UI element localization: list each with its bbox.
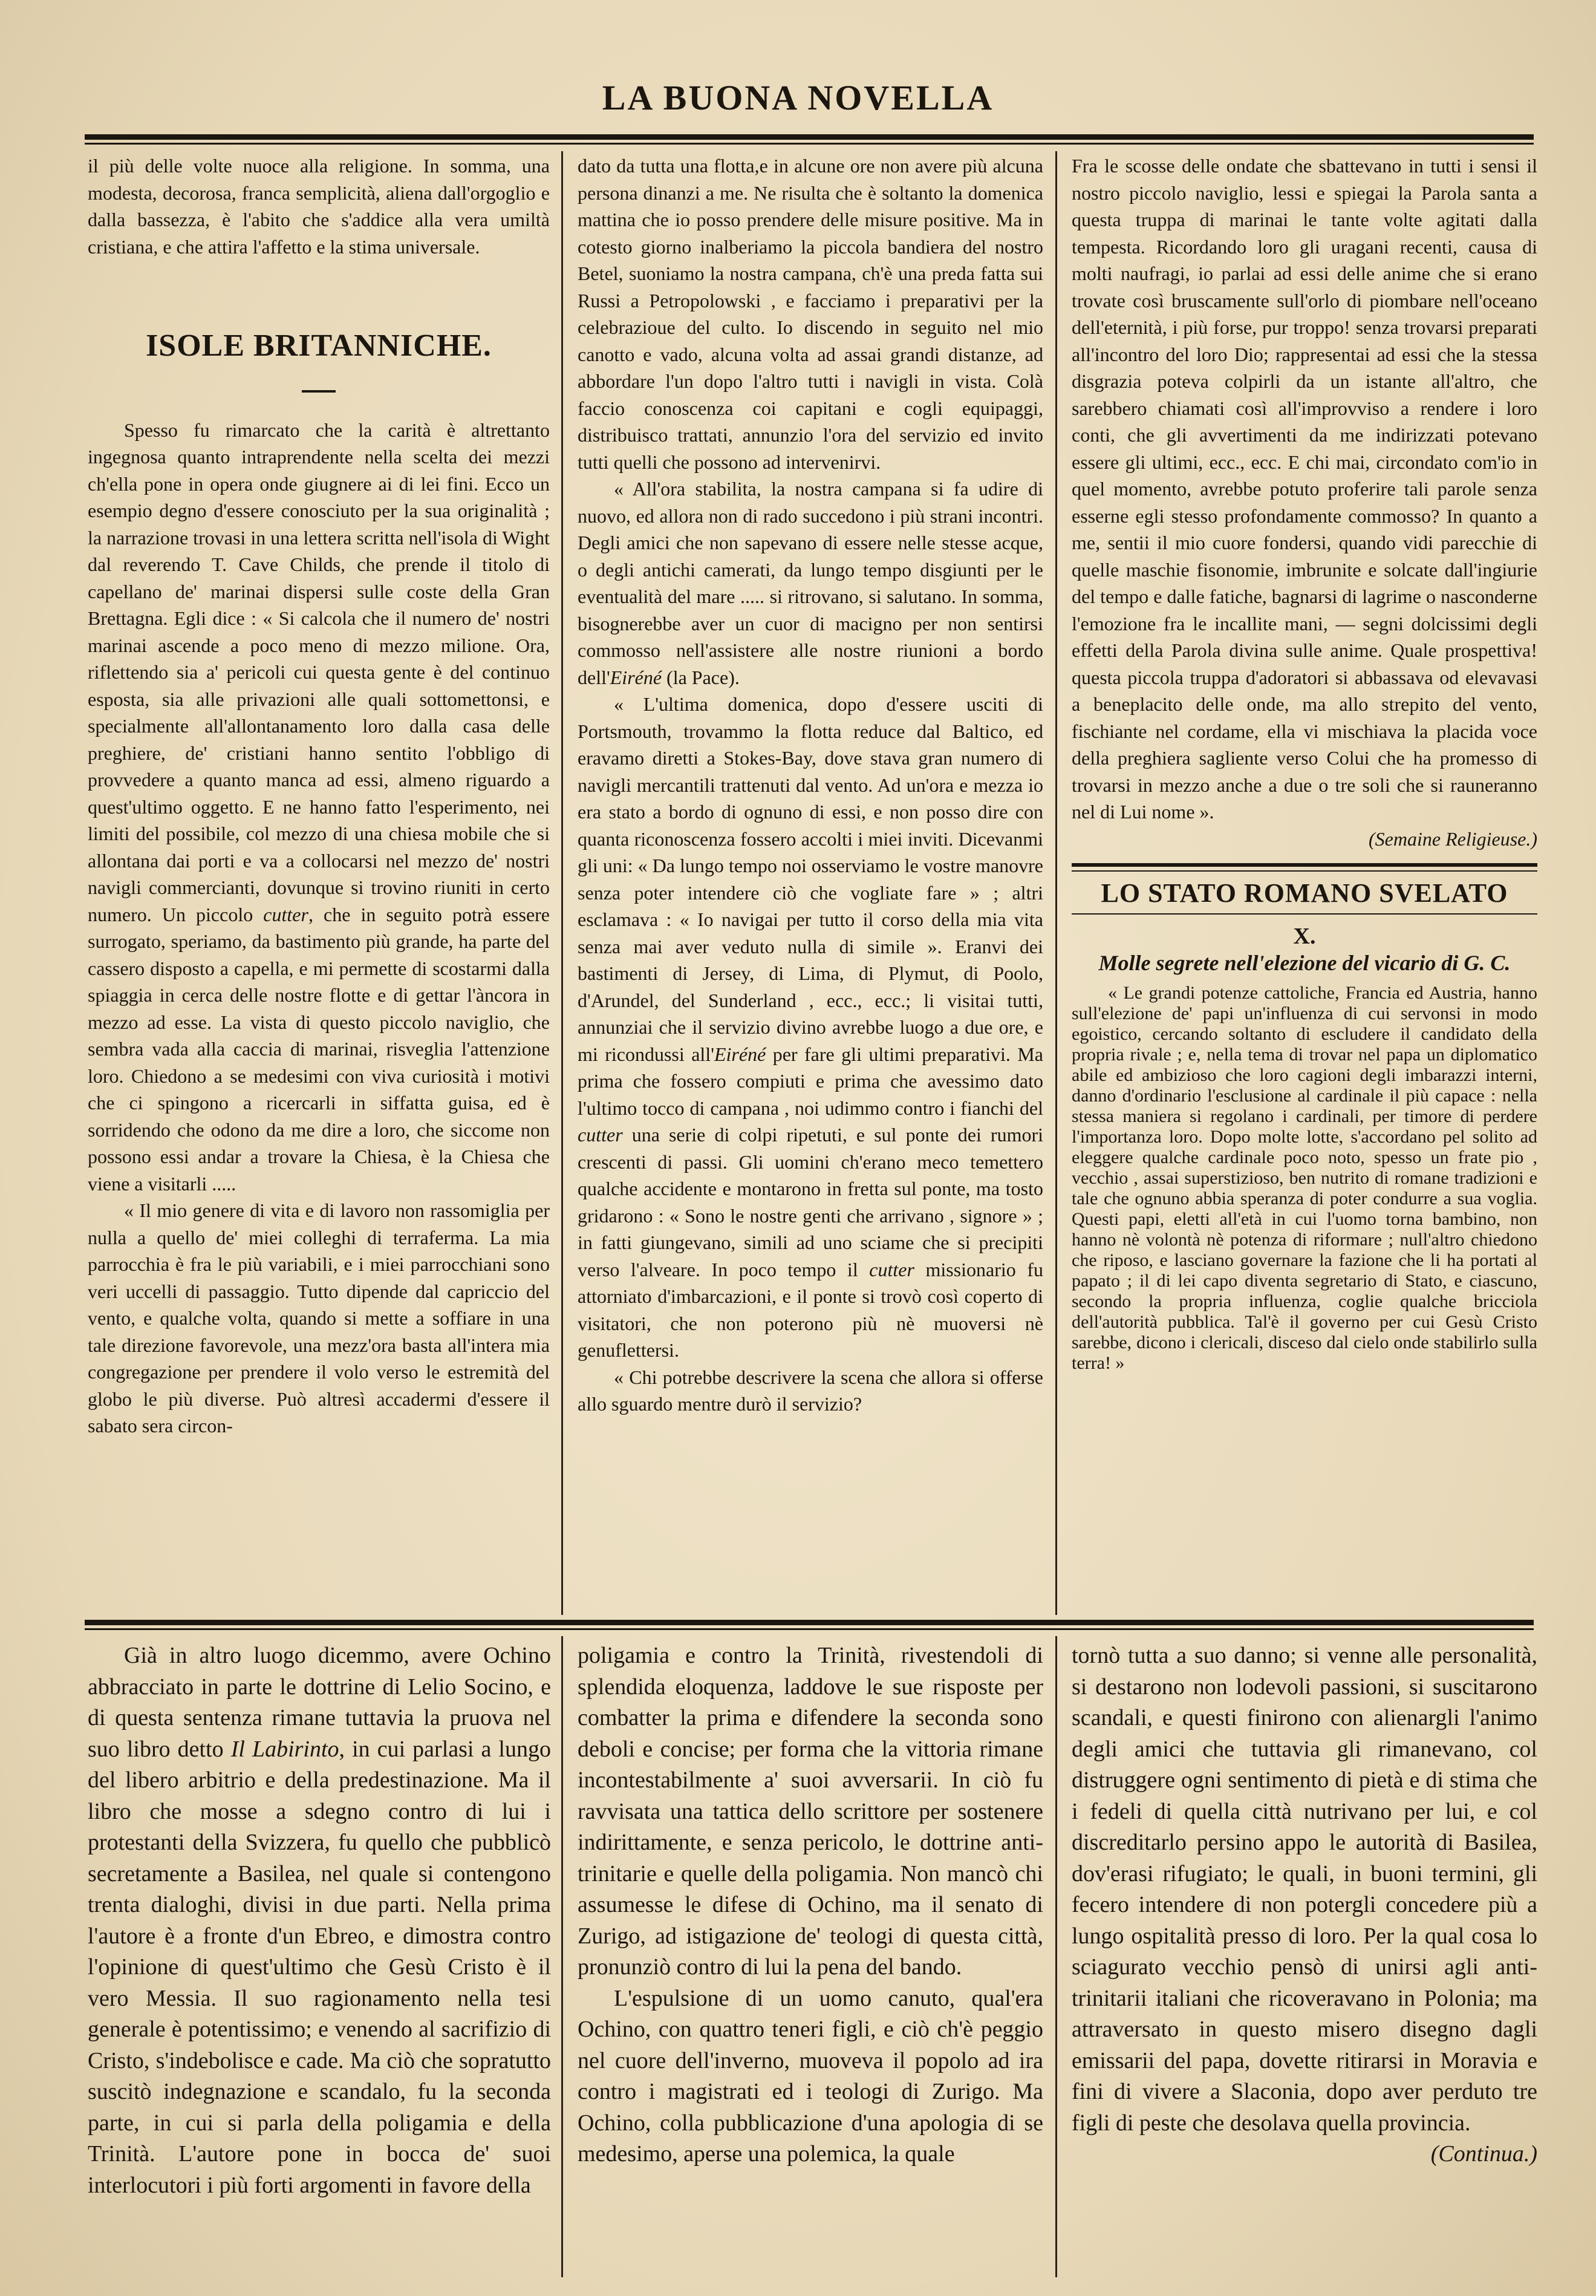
column-3 [1072,152,1537,1615]
column-1 [88,152,550,1615]
chapter-subtitle: Molle segrete nell'elezione del vicario di G. C. [1098,951,1511,975]
col2-paragraph-dato: dato da tutta una flotta,e in alcune ore non avere più alcuna persona dinanzi a me. Ne risulta che è soltanto la domenica mattina che io posso prendere delle misure positive. Ma in cotesto giorno inalberiamo la piccola bandiera del nostro Betel, suoniamo la nostra campana, ch'è una preda fatta sui Russi a Petropolowski , e facciamo i preparativi per la celebrazioue del culto. Io discendo in seguito nel mio canotto e vado, alcuna volta ad assai grandi distanze, ad abbordare l'un dopo l'altro tutti i navigli in vista. Colà faccio conoscenza coi capitani e cogli equipaggi, distribuisco trattati, annunzio l'ora del servizio ed invito tutti quelli che possono ad intervenirvi. [578,155,1043,473]
ochino-paragraph-4: tornò tutta a suo danno; si venne alle personalità, si destarono non lodevoli passioni, si suscitarono scandali, e questi finirono con alienargli l'animo degli amici che tuttavia gli rimanevano, col distruggere ogni sentimento di pietà e di stima che i fedeli di quella città nutrivano per lui, e col discreditarlo persino appo le autorità di Basilea, dov'erasi rifugiato; le quali, in buoni termini, gli fecero intendere di non potergli concedere più a lungo ospitalità presso di loro. Per la qual cosa lo sciagurato vecchio pensò di unirsi agli anti-trinitarii italiani che ricoveravano in Polonia; ma attraversato in questo misero disegno dagli emissarii del papa, dovette ritirarsi in Moravia e fini di vivere a Slaconia, dopo aver perduto tre figli di peste che desolava quella provincia. [1072,1643,1537,2136]
column-2 [578,152,1043,1615]
bottom-column-3 [1072,1640,1537,2275]
section-title-isole-britanniche: ISOLE BRITANNICHE. [146,328,492,363]
bottom-divider-1 [561,1636,563,2277]
col3-paragraph-grandi-potenze: « Le grandi potenze cattoliche, Francia ed Austria, hanno sull'elezione de' papi un'influenza di cui servonsi in modo egoistico, cercando soltanto di escludere il candidato della propria rivale ; e, nella tema di trovar nel papa un diplomatico abile ed ambizioso che loro cagioni degli imbarazzi interni, danno d'ordinario l'esclusione al cardinale il più capace : nella stessa maniera si regolano i cardinali, per timore di perdere l'importanza loro. Dopo molte lotte, s'accordano pel solito ad eleggere qualche cardinale poco noto, spesso un frate pio , vecchio , assai superstizioso, ben nutrito di romane tradizioni e tale che ognuno abbia speranza di poter condurre a sua voglia. Questi papi, eletti all'età in cui l'uomo torna bambino, non hanno nè volontà nè potenza di riformare ; null'altro chiedono che riposo, e lasciano governare la fazione che li ha portati al papato ; il di lei capo diventa segretario di Stato, e ciascuno, secondo la propria influenza, coglie qualche bricciola dell'autorità pubblica. Tal'è il governo per cui Gesù Cristo sarebbe, dicono i clericali, disceso dal cielo onde stabilirlo sulla terra! » [1072,982,1537,1373]
bottom-column-1 [88,1640,551,2275]
ochino-paragraph-3: L'espulsione di un uomo canuto, qual'era Ochino, con quattro teneri figli, e ciò ch'è peggio nel cuore dell'inverno, muoveva il popolo ad ira contro i magistrati ed i teologi di Zurigo. Ma Ochino, colla pubblicazione d'una apologia di se medesimo, aperse una polemica, la quale [578,1985,1043,2167]
page-header-title: LA BUONA NOVELLA [602,78,994,117]
column-divider-1 [561,151,563,1615]
header-rule-thin [85,143,1534,145]
col1-paragraph-spesso: Spesso fu rimarcato che la carità è altrettanto ingegnosa quanto intraprendente nella scelta dei mezzi ch'ella pone in opera onde giugnere ai di lei fini. Ecco un esempio degno d'essere conosciuto per la sua originalità ; la narrazione trovasi in una lettera scritta nell'isola di Wight dal reverendo T. Cave Childs, che prende il titolo di capellano de' marinai dispersi sulle coste della Gran Brettagna. Egli dice : « Si calcola che il numero de' nostri marinai ascende a poco meno di mezzo milione. Ora, riflettendo sia a' pericoli cui questa gente è del continuo esposta, sia alle privazioni alle quali sottomettonsi, e specialmente all'allontanamento loro dalla casa delle preghiere, de' cristiani hanno sentito l'obbligo di provvedere a quanto manca ad essi, almeno riguardo a quest'ultimo oggetto. E ne hanno fatto l'esperimento, nei limiti del possibile, col mezzo di una chiesa mobile che si allontana dai porti e va a collocarsi nel mezzo de' nostri navigli commercianti, dovunque si trovino riuniti in certo numero. Un piccolo cutter, che in seguito potrà essere surrogato, speriamo, da bastimento più grande, ha parte del cassero disposto a capella, e mi permette di scostarmi dalla spiaggia in cerca delle nostre flotte e di gettar l'àncora in mezzo ad esse. La vista di questo piccolo naviglio, che sembra vada alla caccia di marinai, risveglia l'attenzione loro. Chiedono a se medesimi con viva curiosità i motivi che ci spingono a ricercarli in siffatta guisa, ed è sorridendo che odono da me dire a loro, che siccome non possono essi andar a trovare la Chiesa, è la Chiesa che viene a visitarli ..... [88,419,550,1195]
bottom-divider-2 [1055,1636,1057,2277]
col1-paragraph-mio-genere: « Il mio genere di vita e di lavoro non rassomiglia per nulla a quello de' miei colleghi di terraferma. La mia parrocchia è fra le più variabili, e i miei parrocchiani sono veri uccelli di passaggio. Tutto dipende dal capriccio del vento, e qualche volta, quando si mette a soffiare in una tale direzione favorevole, una mezz'ora basta all'intera mia congregazione per prendere il volo verso le estremità del globo le più diverse. Può altresì accadermi d'essere il sabato sera circon- [88,1199,550,1437]
continua-note: (Continua.) [1430,2141,1537,2167]
ochino-paragraph-1: Già in altro luogo dicemmo, avere Ochino abbracciato in parte le dottrine di Lelio Socino, e di questa sentenza rimane tuttavia la pruova nel suo libro detto Il Labirinto, in cui parlasi a lungo del libero arbitrio e della predestinazione. Ma il libro che mosse a sdegno contro di lui i protestanti della Svizzera, fu quello che pubblicò secretamente a Basilea, nel quale si contengono trenta dialoghi, divisi in due parti. Nella prima l'autore è a fronte d'un Ebreo, e dimostra contro l'opinione di quest'ultimo che Gesù Cristo è il vero Messia. Il suo ragionamento nella tesi generale è potentissimo; e venendo al sacrifizio di Cristo, s'indebolisce e cade. Ma ciò che sopratutto suscitò indegnazione e scandalo, fu la seconda parte, in cui si parla della poligamia e della Trinità. L'autore pone in bocca de' suoi interlocutori i più forti argomenti in favore della [88,1643,551,2198]
col3-paragraph-fra-le-scosse: Fra le scosse delle ondate che sbattevano in tutti i sensi il nostro piccolo naviglio, lessi e spiegai la Parola santa a questa truppa di marinai le tante volte agitati dalla tempesta. Ricordando loro gli uragani recenti, causa di molti naufragi, io parlai ad essi delle anime che si erano trovate così bruscamente sull'orlo di piombare nell'oceano dell'eternità, i più forse, pur troppo! senza trovarsi preparati all'incontro del loro Dio; rappresentai ad essi che la stessa disgrazia poteva colpirli da un istante all'altro, che sarebbero chiamati così all'improvviso a rendere i loro conti, che gli avvertimenti da me indirizzati potevano essere gli ultimi, ecc., ecc. E chi mai, circondato com'io in quel momento, avrebbe potuto proferire tali parole senza esserne egli stesso profondamente commosso? In quanto a me, sentii il mio cuore fondersi, quando vidi parecchie di quelle maschie fisonomie, imbrunite e solcate dall'ingiurie del tempo e dalle fatiche, bagnarsi di lagrime o nasconderne l'emozione fra le incallite mani, — segni dolcissimi degli effetti della Parola divina sulle anime. Quale prospettiva! questa piccola truppa d'adoratori si abbassava od elevavasi a beneplacito delle onde, ma allo strepito del vento, fischiante nel cordame, ella vi mischiava la placida voce della preghiera sagliente verso Colui che ha promesso di trovarsi in mezzo anche a due o tre soli che si rauneranno nel di Lui nome ». [1072,155,1537,823]
mid-rule-thin [85,1628,1534,1630]
col2-paragraph-ultima-domenica: « L'ultima domenica, dopo d'essere usciti di Portsmouth, trovammo la flotta reduce dal Baltico, ed eravamo diretti a Stokes-Bay, dove stava gran numero di navigli mercantili trattenuti dal vento. Ad un'ora e mezza io era stato a bordo di ognuno di essi, e non posso dire con quanta riconoscenza fossero accolti i miei inviti. Dicevanmi gli uni: « Da lungo tempo noi osserviamo le vostre manovre senza poter intendere ciò che vogliate fare » ; altri esclamava : « Io navigai per tutto il corso della mia vita senza mai aver veduto nulla di simile ». Eranvi dei bastimenti di Jersey, di Lima, di Plymut, di Poolo, d'Arundel, del Sunderland , ecc., ecc.; li visitai tutti, annunziai che il servizio divino avrebbe luogo a due ore, e mi ricondussi all'Eiréné per fare gli ultimi preparativi. Ma prima che fossero compiuti e prima che avessimo dato l'ultimo tocco di campana , noi udimmo contro i fianchi del cutter una serie di colpi ripetuti, e sul ponte dei rumori crescenti di passi. Gli uomini ch'erano meco temettero qualche accidente e montarono in fretta sul ponte, ma tosto gridarono : « Sono le nostre genti che arrivano , signore » ; in fatti giungevano, simili ad uno sciame che si precipiti verso l'alveare. In poco tempo il cutter missionario fu attorniato d'imbarcazioni, e il ponte si trovò così coperto di visitatori, che non poterono più nè muoversi nè genuflettersi. [578,693,1043,1361]
source-credit: (Semaine Religieuse.) [1369,827,1537,850]
chapter-number: X. [1293,923,1316,949]
bottom-column-2 [578,1640,1043,2275]
section-title-stato-romano: LO STATO ROMANO SVELATO [1101,878,1508,908]
col2-paragraph-chi-potrebbe: « Chi potrebbe descrivere la scena che allora si offerse allo sguardo mentre durò il servizio? [578,1366,1043,1415]
header-rule-thick [85,134,1534,140]
col2-paragraph-ora-stabilita: « All'ora stabilita, la nostra campana si fa udire di nuovo, ed allora non di rado succedono i più strani incontri. Degli amici che non sapevano di essere nelle stesse acque, o degli antichi camerati, da lungo tempo disgiunti per le eventualità del mare ..... si ritrovano, si salutano. In somma, bisognerebbe aver un cuor di macigno per non sentirsi commosso nell'assistere alle nostre riunioni a bordo dell'Eiréné (la Pace). [578,478,1043,688]
col1-paragraph-intro: il più delle volte nuoce alla religione. In somma, una modesta, decorosa, franca semplicità, aliena dall'orgoglio e dalla bassezza, è l'abito che s'addice alla vera umiltà cristiana, e che attira l'affetto e la stima universale. [88,155,550,258]
column-divider-2 [1055,151,1057,1615]
ochino-paragraph-2: poligamia e contro la Trinità, rivestendoli di splendida eloquenza, laddove le sue risposte per combatter la prima e difendere la seconda sono deboli e concise; per forma che la vittoria rimane incontestabilmente a' suoi avversarii. In ciò fu ravvisata una tattica dello scrittore per sostenere indirittamente, e senza pericolo, le dottrine anti-trinitarie e quelle della poligamia. Non mancò chi assumesse le difese di Ochino, ma il senato di Zurigo, ad istigazione de' teologi di questa città, pronunziò contro di lui la pena del bando. [578,1643,1043,1980]
mid-rule-thick [85,1620,1534,1625]
